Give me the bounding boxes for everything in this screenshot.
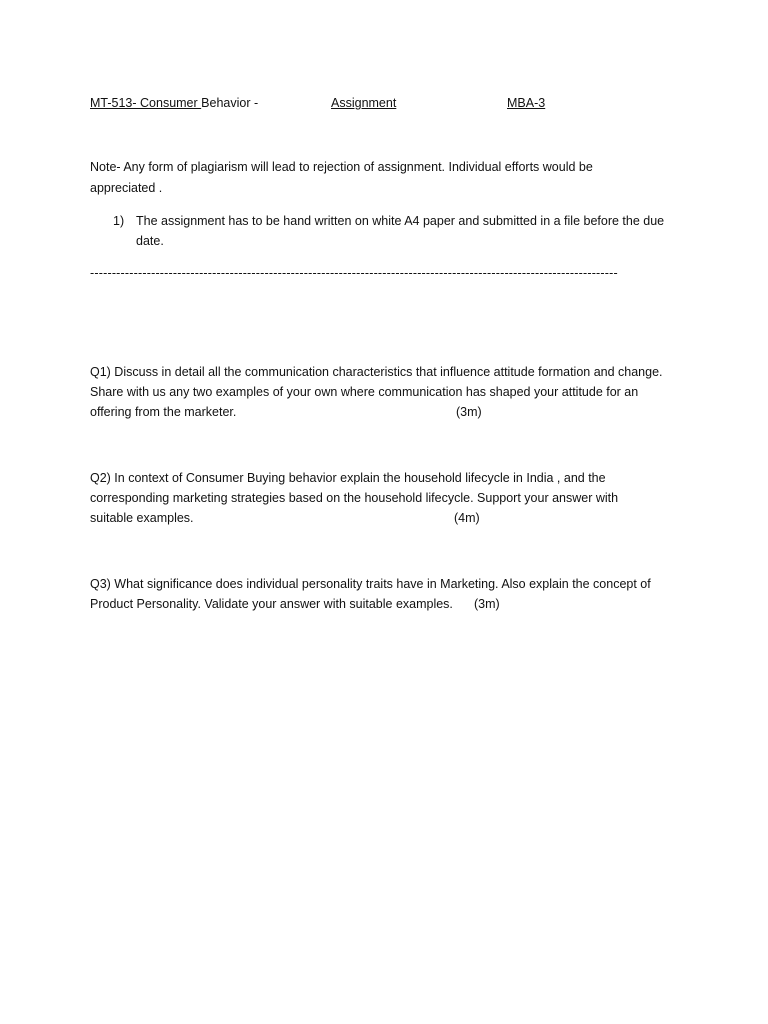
note-line-2: appreciated . — [90, 181, 163, 195]
question-1-line-3: offering from the marketer. — [90, 405, 237, 419]
course-name: Behavior - — [201, 96, 259, 110]
dashed-divider: ------------------------------------------------------------------------------------------------------------------------- — [90, 266, 618, 280]
instruction-line-1: The assignment has to be hand written on white A4 paper and submitted in a file before the due — [136, 214, 665, 228]
instruction-line-2: date. — [136, 234, 164, 248]
question-2-line-1: Q2) In context of Consumer Buying behavior explain the household lifecycle in India , and the — [90, 471, 606, 485]
assignment-label: Assignment — [331, 96, 397, 110]
note-line-1: Note- Any form of plagiarism will lead to rejection of assignment. Individual efforts would be — [90, 160, 593, 174]
question-3-line-1: Q3) What significance does individual personality traits have in Marketing. Also explain the concept of — [90, 577, 651, 591]
question-3-marks: (3m) — [474, 597, 500, 611]
question-3-line-2: Product Personality. Validate your answer with suitable examples. — [90, 597, 453, 611]
instruction-number: 1) — [113, 214, 125, 228]
question-2-marks: (4m) — [454, 511, 480, 525]
question-1-line-1: Q1) Discuss in detail all the communication characteristics that influence attitude formation and change. — [90, 365, 663, 379]
question-2-line-3: suitable examples. — [90, 511, 194, 525]
question-1-line-2: Share with us any two examples of your own where communication has shaped your attitude for an — [90, 385, 639, 399]
question-2-line-2: corresponding marketing strategies based on the household lifecycle. Support your answer with — [90, 491, 619, 505]
question-1-marks: (3m) — [456, 405, 482, 419]
course-title — [90, 93, 258, 113]
program-label: MBA-3 — [507, 96, 546, 110]
course-code: MT-513- Consumer — [90, 96, 202, 110]
